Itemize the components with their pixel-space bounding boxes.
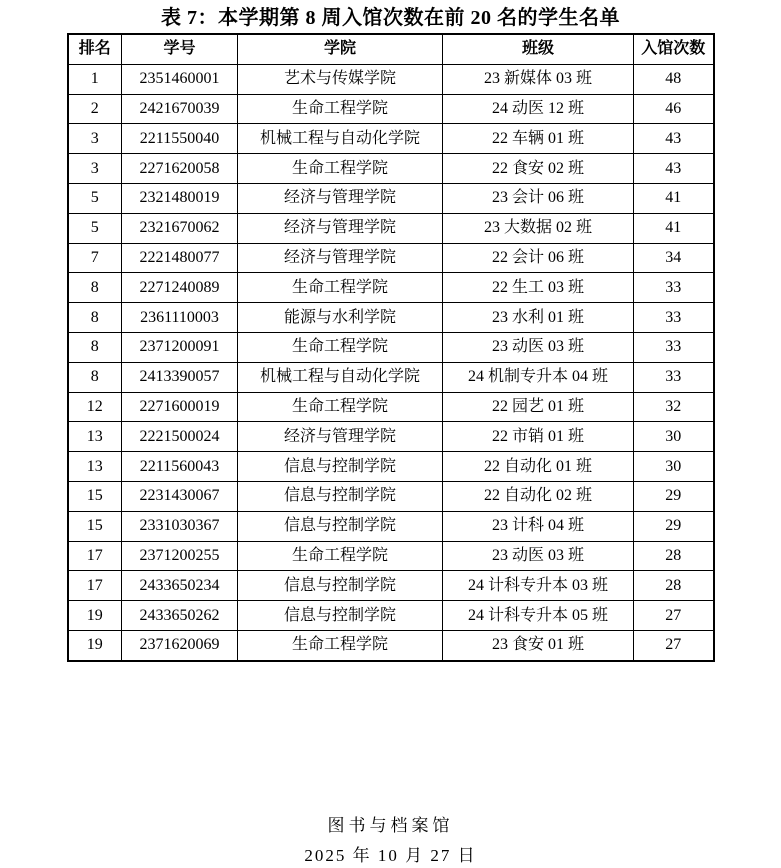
table-cell: 43 (634, 154, 714, 184)
table-row (68, 243, 714, 273)
table-cell: 8 (68, 273, 122, 303)
table-cell: 22 食安 02 班 (443, 154, 634, 184)
table-cell: 23 新媒体 03 班 (443, 64, 634, 94)
table-cell: 30 (634, 422, 714, 452)
table-cell: 2 (68, 94, 122, 124)
table-cell: 2211560043 (122, 452, 238, 482)
table-cell: 生命工程学院 (238, 94, 443, 124)
table-cell: 8 (68, 362, 122, 392)
table-cell: 33 (634, 273, 714, 303)
table-header-row (68, 34, 714, 64)
table-cell: 信息与控制学院 (238, 571, 443, 601)
table-cell: 经济与管理学院 (238, 183, 443, 213)
table-cell: 23 动医 03 班 (443, 332, 634, 362)
table-cell: 46 (634, 94, 714, 124)
table-cell: 经济与管理学院 (238, 243, 443, 273)
table-row (68, 392, 714, 422)
table-row (68, 94, 714, 124)
table-cell: 27 (634, 630, 714, 660)
table-cell: 24 计科专升本 05 班 (443, 601, 634, 631)
table-cell: 机械工程与自动化学院 (238, 362, 443, 392)
table-row (68, 183, 714, 213)
table-cell: 22 车辆 01 班 (443, 124, 634, 154)
table-cell: 2433650234 (122, 571, 238, 601)
table-cell: 30 (634, 452, 714, 482)
table-cell: 2371200255 (122, 541, 238, 571)
table-row (68, 422, 714, 452)
table-cell: 3 (68, 154, 122, 184)
table-cell: 34 (634, 243, 714, 273)
table-cell: 生命工程学院 (238, 541, 443, 571)
table-cell: 23 食安 01 班 (443, 630, 634, 660)
table-cell: 43 (634, 124, 714, 154)
table-row (68, 541, 714, 571)
table-cell: 2371200091 (122, 332, 238, 362)
table-cell: 19 (68, 630, 122, 660)
table-cell: 8 (68, 332, 122, 362)
table-cell: 2413390057 (122, 362, 238, 392)
table-cell: 32 (634, 392, 714, 422)
table-cell: 24 动医 12 班 (443, 94, 634, 124)
table-cell: 2361110003 (122, 303, 238, 333)
table-cell: 2211550040 (122, 124, 238, 154)
table-row (68, 571, 714, 601)
table-cell: 2371620069 (122, 630, 238, 660)
table-cell: 8 (68, 303, 122, 333)
table-cell: 29 (634, 511, 714, 541)
ranking-table (67, 33, 715, 662)
table-cell: 艺术与传媒学院 (238, 64, 443, 94)
table-cell: 生命工程学院 (238, 332, 443, 362)
table-cell: 2321670062 (122, 213, 238, 243)
table-body (68, 64, 714, 660)
table-cell: 22 市销 01 班 (443, 422, 634, 452)
table-cell: 经济与管理学院 (238, 422, 443, 452)
table-cell: 13 (68, 452, 122, 482)
table-cell: 17 (68, 571, 122, 601)
table-cell: 22 自动化 02 班 (443, 481, 634, 511)
table-cell: 22 会计 06 班 (443, 243, 634, 273)
table-cell: 41 (634, 183, 714, 213)
table-cell: 3 (68, 124, 122, 154)
table-cell: 2231430067 (122, 481, 238, 511)
table-cell: 生命工程学院 (238, 273, 443, 303)
table-cell: 15 (68, 481, 122, 511)
table-row (68, 303, 714, 333)
table-cell: 5 (68, 213, 122, 243)
table-cell: 23 大数据 02 班 (443, 213, 634, 243)
table-cell: 2271240089 (122, 273, 238, 303)
table-cell: 23 水利 01 班 (443, 303, 634, 333)
table-cell: 2321480019 (122, 183, 238, 213)
table-cell: 17 (68, 541, 122, 571)
table-row (68, 481, 714, 511)
table-cell: 22 园艺 01 班 (443, 392, 634, 422)
table-cell: 2271600019 (122, 392, 238, 422)
table-cell: 23 动医 03 班 (443, 541, 634, 571)
table-row (68, 601, 714, 631)
table-cell: 22 生工 03 班 (443, 273, 634, 303)
table-cell: 23 计科 04 班 (443, 511, 634, 541)
column-header: 学号 (122, 34, 238, 64)
table-cell: 12 (68, 392, 122, 422)
table-row (68, 452, 714, 482)
table-cell: 能源与水利学院 (238, 303, 443, 333)
table-row (68, 213, 714, 243)
table-cell: 27 (634, 601, 714, 631)
table-cell: 33 (634, 362, 714, 392)
table-row (68, 154, 714, 184)
page-title: 表 7：本学期第 8 周入馆次数在前 20 名的学生名单 (161, 7, 620, 29)
table-cell: 信息与控制学院 (238, 511, 443, 541)
table-cell: 1 (68, 64, 122, 94)
table-cell: 29 (634, 481, 714, 511)
table-cell: 5 (68, 183, 122, 213)
table-cell: 28 (634, 571, 714, 601)
table-cell: 信息与控制学院 (238, 452, 443, 482)
table-cell: 15 (68, 511, 122, 541)
table-row (68, 630, 714, 660)
table-cell: 2221480077 (122, 243, 238, 273)
table-row (68, 64, 714, 94)
table-cell: 19 (68, 601, 122, 631)
column-header: 入馆次数 (634, 34, 714, 64)
table-row (68, 511, 714, 541)
table-cell: 48 (634, 64, 714, 94)
table-cell: 经济与管理学院 (238, 213, 443, 243)
table-cell: 2271620058 (122, 154, 238, 184)
footer-date: 2025 年 10 月 27 日 (304, 846, 477, 865)
table-row (68, 362, 714, 392)
table-cell: 生命工程学院 (238, 154, 443, 184)
table-cell: 33 (634, 332, 714, 362)
table-row (68, 124, 714, 154)
table-cell: 生命工程学院 (238, 392, 443, 422)
table-cell: 24 计科专升本 03 班 (443, 571, 634, 601)
table-cell: 信息与控制学院 (238, 481, 443, 511)
table-cell: 生命工程学院 (238, 630, 443, 660)
table-cell: 7 (68, 243, 122, 273)
table-cell: 2433650262 (122, 601, 238, 631)
table-cell: 24 机制专升本 04 班 (443, 362, 634, 392)
table-row (68, 273, 714, 303)
table-cell: 信息与控制学院 (238, 601, 443, 631)
table-cell: 41 (634, 213, 714, 243)
column-header: 学院 (238, 34, 443, 64)
table-cell: 2351460001 (122, 64, 238, 94)
table-cell: 28 (634, 541, 714, 571)
table-cell: 机械工程与自动化学院 (238, 124, 443, 154)
table-cell: 13 (68, 422, 122, 452)
table-cell: 2421670039 (122, 94, 238, 124)
table-cell: 2331030367 (122, 511, 238, 541)
table-row (68, 332, 714, 362)
table-cell: 2221500024 (122, 422, 238, 452)
table-cell: 23 会计 06 班 (443, 183, 634, 213)
table-cell: 22 自动化 01 班 (443, 452, 634, 482)
column-header: 班级 (443, 34, 634, 64)
column-header: 排名 (68, 34, 122, 64)
footer-organization: 图书与档案馆 (327, 816, 454, 835)
table-cell: 33 (634, 303, 714, 333)
